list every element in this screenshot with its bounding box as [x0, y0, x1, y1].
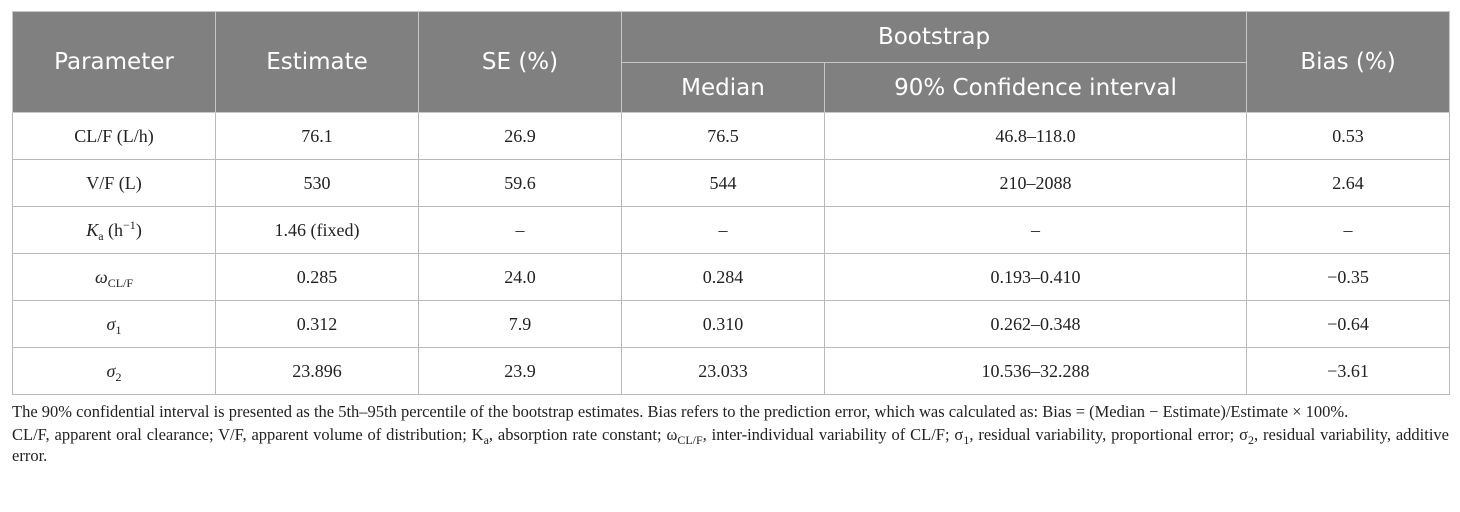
cell-estimate: 0.285 [216, 254, 419, 301]
header-row-1 [13, 12, 1450, 63]
header-estimate: Estimate [216, 12, 419, 113]
footnote-text: , inter-individual variability of CL/F; σ [702, 425, 964, 444]
header-parameter: Parameter [13, 12, 216, 113]
cell-median: 23.033 [622, 348, 825, 395]
cell-median: 0.310 [622, 301, 825, 348]
table-row [13, 301, 1450, 348]
table-footnotes [12, 401, 1449, 466]
cell-se: 59.6 [419, 160, 622, 207]
cell-parameter [13, 348, 216, 395]
cell-bias: 0.53 [1247, 113, 1450, 160]
footnote-subscript: 2 [1248, 433, 1255, 447]
footnote-text: CL/F, apparent oral clearance; V/F, apparent volume of distribution; K [12, 425, 484, 444]
cell-estimate: 530 [216, 160, 419, 207]
header-bootstrap: Bootstrap [622, 12, 1247, 63]
cell-bias: −0.35 [1247, 254, 1450, 301]
cell-bias: −3.61 [1247, 348, 1450, 395]
cell-median: 0.284 [622, 254, 825, 301]
footnote-text: , residual variability, proportional error; σ [969, 425, 1249, 444]
cell-ci: 210–2088 [825, 160, 1247, 207]
parameter-subscript: 1 [115, 322, 122, 337]
header-ci: 90% Confidence interval [825, 63, 1247, 113]
header-median: Median [622, 63, 825, 113]
footnote-bias: The 90% confidential interval is presented as the 5th–95th percentile of the bootstrap estimates. Bias refers to the prediction error, which was calculated as: Bias = (Median − Estimate)/Estimate × 100%. [12, 402, 1349, 421]
cell-estimate: 0.312 [216, 301, 419, 348]
table-row [13, 348, 1450, 395]
parameter-label: CL/F (L/h) [74, 125, 154, 146]
parameter-unit-open: (h [103, 219, 124, 240]
cell-se: 23.9 [419, 348, 622, 395]
table-row [13, 254, 1450, 301]
cell-median: 76.5 [622, 113, 825, 160]
parameter-subscript: 2 [115, 369, 122, 384]
cell-median: 544 [622, 160, 825, 207]
cell-estimate: 1.46 (fixed) [216, 207, 419, 254]
cell-ci: – [825, 207, 1247, 254]
footnote-subscript: a [483, 433, 489, 447]
parameter-superscript: −1 [123, 217, 136, 232]
cell-estimate: 23.896 [216, 348, 419, 395]
cell-parameter [13, 160, 216, 207]
cell-parameter [13, 113, 216, 160]
cell-se: 7.9 [419, 301, 622, 348]
parameter-symbol: K [86, 219, 99, 240]
cell-se: 24.0 [419, 254, 622, 301]
cell-bias: 2.64 [1247, 160, 1450, 207]
table-row [13, 207, 1450, 254]
cell-parameter [13, 207, 216, 254]
parameter-subscript: a [98, 228, 104, 243]
table-row [13, 160, 1450, 207]
parameter-unit-close: ) [135, 219, 142, 240]
cell-se: – [419, 207, 622, 254]
table-container [12, 11, 1449, 468]
cell-parameter [13, 254, 216, 301]
header-se: SE (%) [419, 12, 622, 113]
footnote-text: , absorption rate constant; ω [488, 425, 678, 444]
cell-estimate: 76.1 [216, 113, 419, 160]
parameter-symbol: σ [106, 313, 116, 334]
parameter-subscript: CL/F [107, 275, 134, 290]
cell-ci: 0.262–0.348 [825, 301, 1247, 348]
parameter-table [12, 11, 1450, 395]
cell-ci: 0.193–0.410 [825, 254, 1247, 301]
footnote-abbreviations [12, 424, 1449, 466]
cell-ci: 10.536–32.288 [825, 348, 1247, 395]
header-bias: Bias (%) [1247, 12, 1450, 113]
cell-ci: 46.8–118.0 [825, 113, 1247, 160]
cell-bias: – [1247, 207, 1450, 254]
parameter-symbol: σ [106, 360, 116, 381]
cell-parameter [13, 301, 216, 348]
cell-median: – [622, 207, 825, 254]
table-row [13, 113, 1450, 160]
footnote-subscript: CL/F [677, 433, 703, 447]
parameter-symbol: ω [94, 266, 108, 287]
footnote-subscript: 1 [963, 433, 970, 447]
parameter-label: V/F (L) [86, 172, 142, 193]
cell-bias: −0.64 [1247, 301, 1450, 348]
cell-se: 26.9 [419, 113, 622, 160]
footnote-text: , residual variability, additive error. [12, 425, 1449, 465]
